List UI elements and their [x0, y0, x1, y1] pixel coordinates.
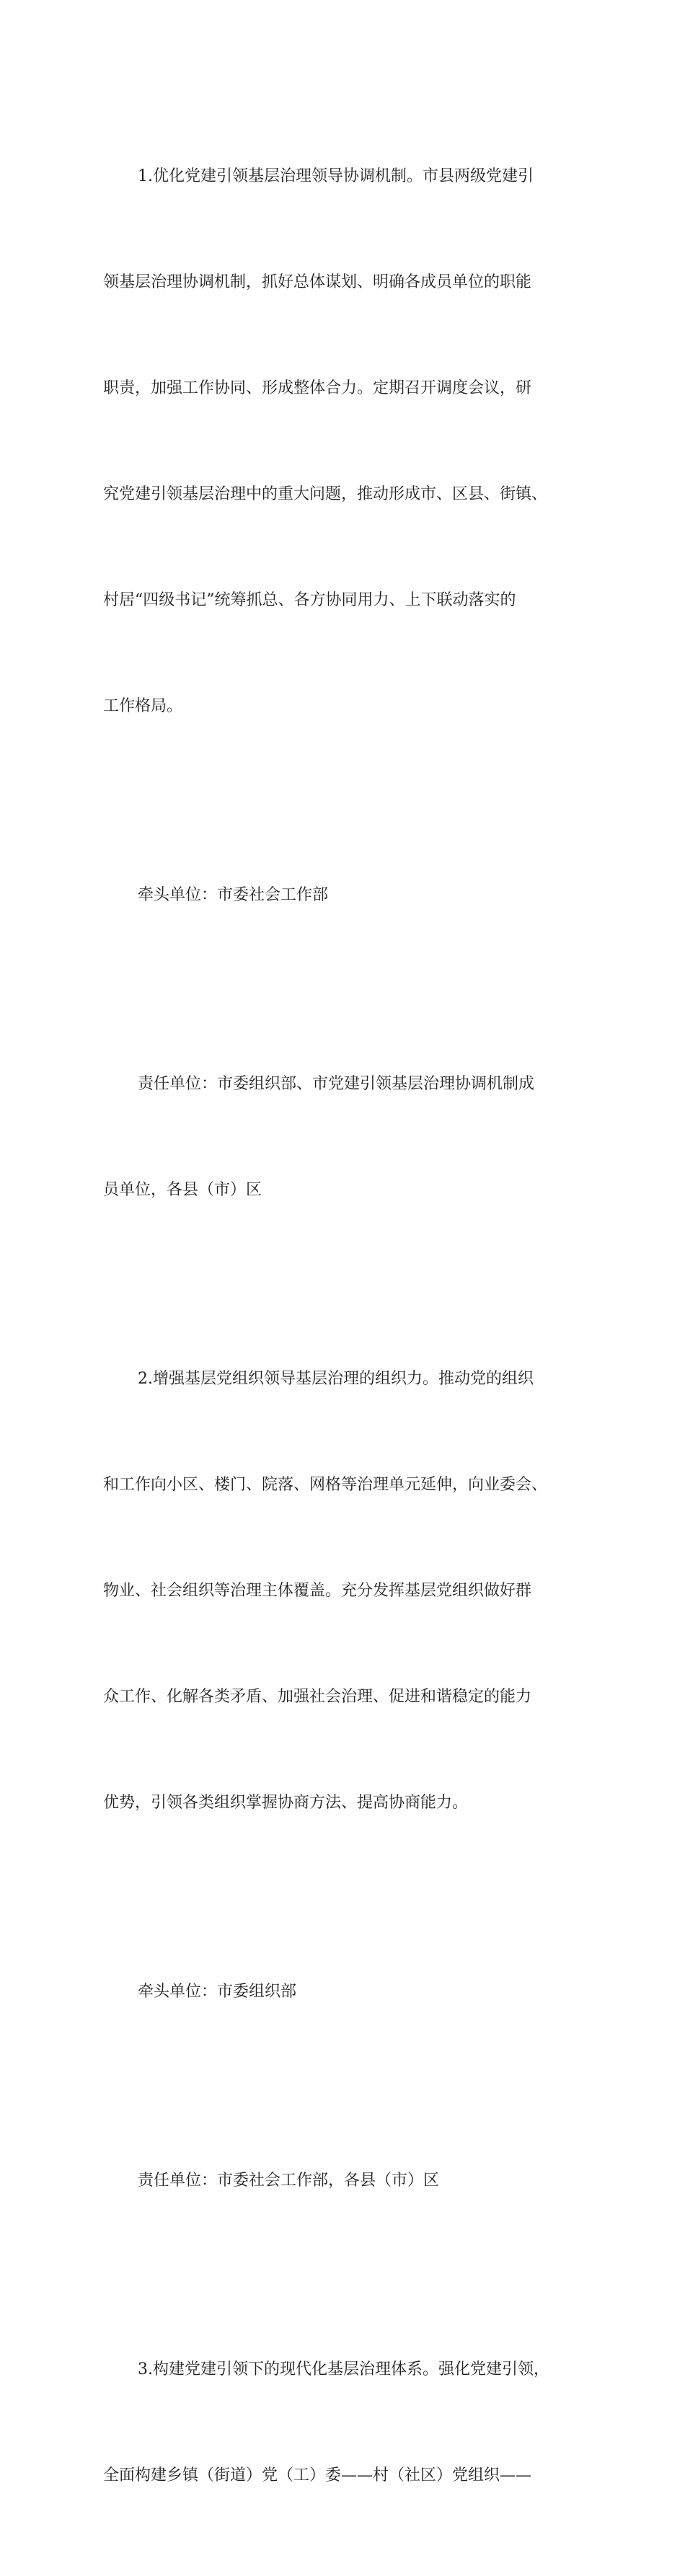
- text-line: 和工作向小区、楼门、院落、网格等治理单元延伸，向业委会、: [103, 1476, 548, 1494]
- section-1-responsible-units: [103, 996, 588, 1278]
- text-line: 究党建引领基层治理中的重大问题，推动形成市、区县、街镇、: [103, 485, 548, 503]
- text-line: 员单位，各县（市）区: [103, 1181, 262, 1199]
- text-line: 责任单位：市委组织部、市党建引领基层治理协调机制成: [138, 1075, 535, 1093]
- section-2-lead-unit: [103, 1903, 588, 2080]
- text-line: 领基层治理协调机制，抓好总体谋划、明确各成员单位的职能: [103, 273, 532, 291]
- text-line: 牵头单位：市委组织部: [138, 1983, 297, 2001]
- text-line: 责任单位：市委社会工作部，各县（市）区: [138, 2172, 440, 2190]
- text-line: 职责，加强工作协同、形成整体合力。定期召开调度会议，研: [103, 379, 532, 397]
- text-line: 2.增强基层党组织领导基层治理的组织力。推动党的组织: [138, 1370, 534, 1388]
- text-line: 优势，引领各类组织掌握协商方法、提高协商能力。: [103, 1794, 469, 1812]
- section-2-paragraph: [103, 1291, 588, 1891]
- text-line: 3.构建党建引领下的现代化基层治理体系。强化党建引领，: [138, 2360, 549, 2378]
- text-line: 众工作、化解各类矛盾、加强社会治理、促进和谐稳定的能力: [103, 1688, 532, 1706]
- text-line: 牵头单位：市委社会工作部: [138, 886, 329, 904]
- document-body: [103, 88, 588, 2576]
- text-line: 工作格局。: [103, 697, 183, 715]
- text-line: 1.优化党建引领基层治理领导协调机制。市县两级党建引: [138, 167, 534, 185]
- section-2-responsible-units: [103, 2092, 588, 2269]
- text-line: 物业、社会组织等治理主体覆盖。充分发挥基层党组织做好群: [103, 1582, 532, 1600]
- section-1-lead-unit: [103, 807, 588, 983]
- text-line: 村居“四级书记”统筹抓总、各方协同用力、上下联动落实的: [103, 591, 516, 609]
- section-3-paragraph: [103, 2281, 588, 2564]
- text-line: 全面构建乡镇（街道）党（工）委——村（社区）党组织——: [103, 2466, 532, 2484]
- section-1-paragraph: [103, 88, 588, 795]
